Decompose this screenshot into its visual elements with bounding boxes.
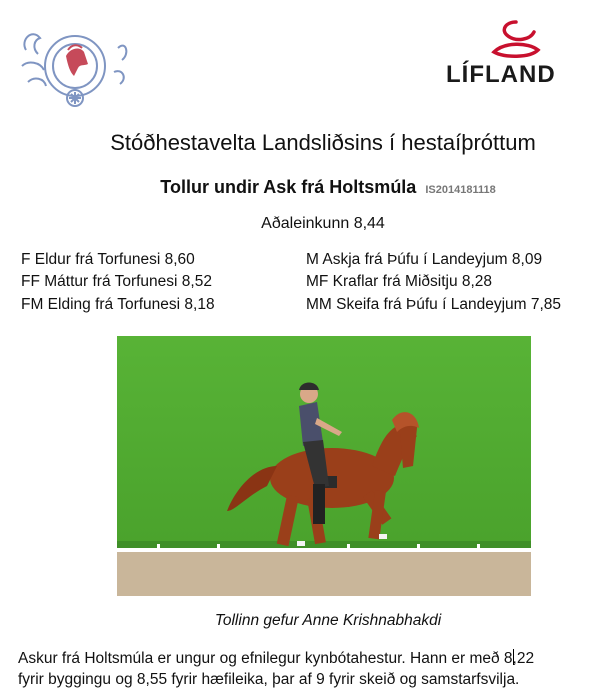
horse-photo xyxy=(117,336,531,596)
horse-seal-icon xyxy=(18,20,132,112)
photo-caption: Tollinn gefur Anne Krishnabhakdi xyxy=(214,612,442,629)
paragraph-line-1b: ,22 xyxy=(512,650,535,667)
pedigree-dam-line-3: MM Skeifa frá Þúfu í Landeyjum 7,85 xyxy=(306,296,562,313)
pedigree-sire-line-3: FM Elding frá Torfunesi 8,18 xyxy=(21,296,215,313)
brand-name: LÍFLAND xyxy=(446,61,556,88)
lifland-swirl-icon xyxy=(486,18,546,60)
pedigree-sire-line-1: F Eldur frá Torfunesi 8,60 xyxy=(21,251,195,268)
lifland-logo xyxy=(440,16,570,86)
paragraph-line-1a: Askur frá Holtsmúla er ungur og efnilegur kynbótahestur. Hann er með 8 xyxy=(18,650,513,667)
pedigree-dam-line-2: MF Kraflar frá Miðsitju 8,28 xyxy=(306,273,493,290)
horse-rider-image xyxy=(117,336,531,596)
landssamband-logo xyxy=(18,20,132,112)
page-title: Stóðhestavelta Landsliðsins í hestaíþróttum xyxy=(110,130,536,155)
horse-heading xyxy=(0,177,616,198)
description-paragraph xyxy=(18,648,608,690)
paragraph-line-2: fyrir byggingu og 8,55 fyrir hæfileika, þar af 9 fyrir skeið og samstarfsvilja. xyxy=(18,671,520,688)
pedigree-dam-line-1: M Askja frá Þúfu í Landeyjum 8,09 xyxy=(306,251,543,268)
main-score: Aðaleinkunn 8,44 xyxy=(261,215,385,232)
horse-name: Tollur undir Ask frá Holtsmúla xyxy=(160,177,417,197)
registration-number: IS2014181118 xyxy=(425,184,496,196)
pedigree-sire-line-2: FF Máttur frá Torfunesi 8,52 xyxy=(21,273,212,290)
